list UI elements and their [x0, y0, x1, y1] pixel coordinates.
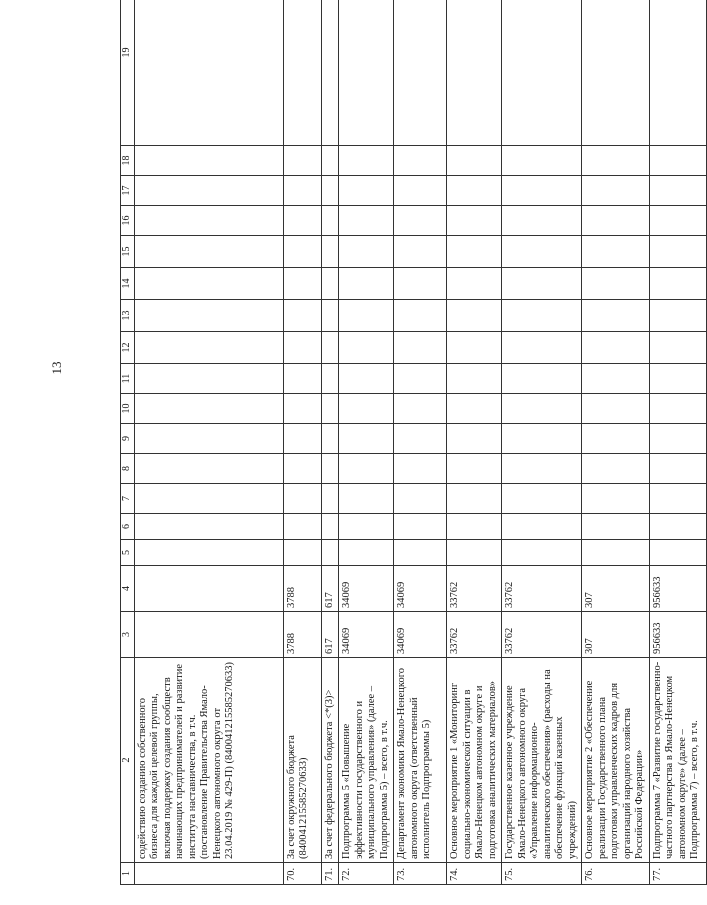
- header-cell: 3: [121, 612, 135, 658]
- empty-cell: [502, 146, 582, 176]
- table-row: [283, 0, 321, 885]
- empty-cell: [283, 540, 321, 566]
- empty-cell: [339, 300, 394, 332]
- value-col4-cell: [134, 566, 283, 612]
- row-description-cell: За счет федерального бюджета <*(3)>: [321, 658, 339, 863]
- empty-cell: [649, 540, 706, 566]
- row-number-cell: 73.: [394, 863, 447, 885]
- value-col3-cell: 34069: [339, 612, 394, 658]
- header-cell: 4: [121, 566, 135, 612]
- empty-cell: [649, 424, 706, 454]
- header-cell: 11: [121, 364, 135, 394]
- header-cell: 10: [121, 394, 135, 424]
- empty-cell: [339, 268, 394, 300]
- empty-cell: [502, 424, 582, 454]
- empty-cell: [321, 236, 339, 268]
- value-col4-cell: 307: [582, 566, 650, 612]
- empty-cell: [394, 424, 447, 454]
- empty-cell: [321, 176, 339, 206]
- empty-cell: [339, 424, 394, 454]
- empty-cell: [502, 514, 582, 540]
- empty-cell: [394, 300, 447, 332]
- empty-cell: [283, 268, 321, 300]
- empty-cell: [321, 146, 339, 176]
- empty-cell: [447, 300, 502, 332]
- row-description-cell: Подпрограмма 5 «Повышение эффективности государственного и муниципального управления» (далее – Подпрограмма 5) – всего, в т.ч.: [339, 658, 394, 863]
- empty-cell: [447, 176, 502, 206]
- empty-cell: [582, 484, 650, 514]
- empty-cell: [134, 300, 283, 332]
- empty-cell: [447, 0, 502, 146]
- empty-cell: [321, 394, 339, 424]
- empty-cell: [283, 514, 321, 540]
- row-description-cell: содействию созданию собственного бизнеса для каждой целевой группы, включая поддержку создания сообществ начинающих предпринимателей и развитие института наставничества, в т.ч. (постановление Правительства Ямало-Ненецкого автономного округа от 23.04.2019 № 429-П) (840041215585270633): [134, 658, 283, 863]
- empty-cell: [502, 484, 582, 514]
- empty-cell: [283, 236, 321, 268]
- empty-cell: [394, 176, 447, 206]
- empty-cell: [649, 236, 706, 268]
- empty-cell: [134, 268, 283, 300]
- row-description-cell: Государственное казенное учреждение Ямало-Ненецкого автономного округа «Управление информационно-аналитического обеспечения» (расходы на обеспечение функций казенных учреждений): [502, 658, 582, 863]
- empty-cell: [321, 0, 339, 146]
- empty-cell: [394, 268, 447, 300]
- empty-cell: [649, 454, 706, 484]
- empty-cell: [447, 424, 502, 454]
- empty-cell: [649, 364, 706, 394]
- empty-cell: [447, 364, 502, 394]
- header-cell: 7: [121, 484, 135, 514]
- header-cell: 15: [121, 236, 135, 268]
- empty-cell: [339, 0, 394, 146]
- empty-cell: [447, 484, 502, 514]
- empty-cell: [134, 364, 283, 394]
- empty-cell: [321, 364, 339, 394]
- value-col3-cell: 3788: [283, 612, 321, 658]
- empty-cell: [283, 176, 321, 206]
- value-col3-cell: [134, 612, 283, 658]
- empty-cell: [649, 206, 706, 236]
- empty-cell: [394, 484, 447, 514]
- empty-cell: [582, 424, 650, 454]
- empty-cell: [447, 206, 502, 236]
- value-col3-cell: 33762: [502, 612, 582, 658]
- empty-cell: [283, 332, 321, 364]
- empty-cell: [649, 484, 706, 514]
- empty-cell: [394, 332, 447, 364]
- empty-cell: [394, 394, 447, 424]
- empty-cell: [502, 364, 582, 394]
- value-col4-cell: 3788: [283, 566, 321, 612]
- empty-cell: [321, 454, 339, 484]
- empty-cell: [582, 364, 650, 394]
- header-cell: 6: [121, 514, 135, 540]
- empty-cell: [649, 332, 706, 364]
- empty-cell: [134, 236, 283, 268]
- row-number-cell: 76.: [582, 863, 650, 885]
- header-cell: 8: [121, 454, 135, 484]
- empty-cell: [649, 268, 706, 300]
- empty-cell: [582, 0, 650, 146]
- empty-cell: [502, 176, 582, 206]
- empty-cell: [447, 394, 502, 424]
- empty-cell: [649, 514, 706, 540]
- empty-cell: [502, 332, 582, 364]
- empty-cell: [394, 236, 447, 268]
- row-number-cell: 77.: [649, 863, 706, 885]
- value-col3-cell: 307: [582, 612, 650, 658]
- table-row: [134, 0, 283, 885]
- empty-cell: [649, 146, 706, 176]
- empty-cell: [502, 206, 582, 236]
- empty-cell: [447, 332, 502, 364]
- table-row: [582, 0, 650, 885]
- header-cell: 16: [121, 206, 135, 236]
- header-cell: 9: [121, 424, 135, 454]
- empty-cell: [339, 540, 394, 566]
- empty-cell: [339, 364, 394, 394]
- empty-cell: [134, 484, 283, 514]
- empty-cell: [582, 332, 650, 364]
- row-number-cell: 72.: [339, 863, 394, 885]
- value-col4-cell: 617: [321, 566, 339, 612]
- empty-cell: [649, 300, 706, 332]
- empty-cell: [394, 540, 447, 566]
- empty-cell: [134, 514, 283, 540]
- table-row: [321, 0, 339, 885]
- empty-cell: [447, 236, 502, 268]
- empty-cell: [582, 514, 650, 540]
- row-number-cell: 74.: [447, 863, 502, 885]
- rotated-page-content: [120, 30, 700, 885]
- empty-cell: [321, 514, 339, 540]
- empty-cell: [134, 206, 283, 236]
- empty-cell: [394, 0, 447, 146]
- header-cell: 1: [121, 863, 135, 885]
- empty-cell: [582, 206, 650, 236]
- value-col4-cell: 956633: [649, 566, 706, 612]
- empty-cell: [339, 454, 394, 484]
- empty-cell: [134, 332, 283, 364]
- empty-cell: [649, 394, 706, 424]
- empty-cell: [321, 206, 339, 236]
- value-col4-cell: 34069: [394, 566, 447, 612]
- value-col3-cell: 956633: [649, 612, 706, 658]
- header-cell: 17: [121, 176, 135, 206]
- page-number: 13: [49, 361, 64, 375]
- row-number-cell: [134, 863, 283, 885]
- value-col3-cell: 617: [321, 612, 339, 658]
- empty-cell: [582, 176, 650, 206]
- header-row: [121, 0, 135, 885]
- empty-cell: [394, 206, 447, 236]
- row-number-cell: 71.: [321, 863, 339, 885]
- empty-cell: [134, 176, 283, 206]
- empty-cell: [394, 454, 447, 484]
- empty-cell: [339, 236, 394, 268]
- empty-cell: [321, 332, 339, 364]
- empty-cell: [649, 0, 706, 146]
- empty-cell: [447, 146, 502, 176]
- empty-cell: [339, 394, 394, 424]
- empty-cell: [134, 394, 283, 424]
- empty-cell: [339, 146, 394, 176]
- empty-cell: [582, 300, 650, 332]
- table-row: [394, 0, 447, 885]
- table-row: [649, 0, 706, 885]
- empty-cell: [502, 236, 582, 268]
- empty-cell: [321, 540, 339, 566]
- empty-cell: [394, 146, 447, 176]
- header-cell: 19: [121, 0, 135, 146]
- empty-cell: [283, 484, 321, 514]
- empty-cell: [134, 424, 283, 454]
- value-col4-cell: 33762: [447, 566, 502, 612]
- row-description-cell: Департамент экономики Ямало-Ненецкого автономного округа (ответственный исполнитель Подпрограммы 5): [394, 658, 447, 863]
- table-row: [502, 0, 582, 885]
- empty-cell: [283, 0, 321, 146]
- table-row: [339, 0, 394, 885]
- empty-cell: [321, 300, 339, 332]
- empty-cell: [582, 454, 650, 484]
- empty-cell: [339, 206, 394, 236]
- empty-cell: [321, 268, 339, 300]
- empty-cell: [502, 0, 582, 146]
- empty-cell: [134, 146, 283, 176]
- empty-cell: [447, 514, 502, 540]
- empty-cell: [283, 394, 321, 424]
- empty-cell: [502, 454, 582, 484]
- empty-cell: [339, 332, 394, 364]
- empty-cell: [283, 146, 321, 176]
- empty-cell: [649, 176, 706, 206]
- empty-cell: [502, 300, 582, 332]
- value-col4-cell: 33762: [502, 566, 582, 612]
- row-number-cell: 70.: [283, 863, 321, 885]
- empty-cell: [339, 176, 394, 206]
- empty-cell: [283, 206, 321, 236]
- header-cell: 12: [121, 332, 135, 364]
- empty-cell: [321, 484, 339, 514]
- empty-cell: [502, 268, 582, 300]
- empty-cell: [339, 484, 394, 514]
- empty-cell: [321, 424, 339, 454]
- value-col4-cell: 34069: [339, 566, 394, 612]
- empty-cell: [582, 146, 650, 176]
- empty-cell: [283, 300, 321, 332]
- empty-cell: [447, 540, 502, 566]
- empty-cell: [394, 364, 447, 394]
- empty-cell: [134, 0, 283, 146]
- header-cell: 18: [121, 146, 135, 176]
- empty-cell: [134, 540, 283, 566]
- empty-cell: [582, 394, 650, 424]
- empty-cell: [394, 514, 447, 540]
- row-number-cell: 75.: [502, 863, 582, 885]
- empty-cell: [283, 364, 321, 394]
- empty-cell: [283, 424, 321, 454]
- value-col3-cell: 33762: [447, 612, 502, 658]
- empty-cell: [582, 268, 650, 300]
- empty-cell: [447, 268, 502, 300]
- row-description-cell: Подпрограмма 7 «Развитие государственно-частного партнерства в Ямало-Ненецком автономном округе» (далее – Подпрограмма 7) – всего, в т.ч.: [649, 658, 706, 863]
- empty-cell: [502, 540, 582, 566]
- header-cell: 13: [121, 300, 135, 332]
- row-description-cell: За счет окружного бюджета (840041215585270633): [283, 658, 321, 863]
- header-cell: 2: [121, 658, 135, 863]
- empty-cell: [283, 454, 321, 484]
- header-cell: 14: [121, 268, 135, 300]
- empty-cell: [447, 454, 502, 484]
- row-description-cell: Основное мероприятие 2 «Обеспечение реализации Государственного плана подготовки управленческих кадров для организаций народного хозяйства Российской Федерации»: [582, 658, 650, 863]
- header-cell: 5: [121, 540, 135, 566]
- budget-table: [120, 0, 707, 885]
- table-row: [447, 0, 502, 885]
- empty-cell: [502, 394, 582, 424]
- empty-cell: [339, 514, 394, 540]
- empty-cell: [582, 540, 650, 566]
- empty-cell: [134, 454, 283, 484]
- empty-cell: [582, 236, 650, 268]
- value-col3-cell: 34069: [394, 612, 447, 658]
- row-description-cell: Основное мероприятие 1 «Мониторинг социально-экономической ситуации в Ямало-Ненецком автономном округе и подготовка аналитических материалов»: [447, 658, 502, 863]
